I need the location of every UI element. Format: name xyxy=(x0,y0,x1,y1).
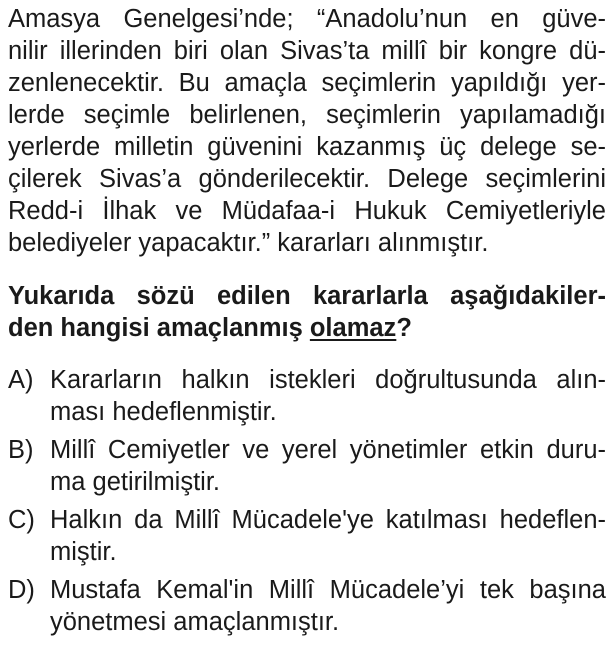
option-text-line: ması hedeflenmiştir. xyxy=(50,398,277,426)
passage-line: belediyeler yapacaktır.” kararları alınmıştır. xyxy=(8,229,489,257)
option-text-line: Mustafa Kemal'in Millî Mücadele’yi tek başına xyxy=(50,576,606,604)
question-text: den hangisi amaçlanmış xyxy=(8,314,310,342)
option-text-line: miştir. xyxy=(50,538,117,566)
option-text-line: ma getirilmiştir. xyxy=(50,468,221,496)
option-letter: A) xyxy=(8,366,34,394)
passage-line: çilerek Sivas’a gönderilecektir. Delege seçimlerini xyxy=(8,165,606,193)
option-text-line: yönetmesi amaçlanmıştır. xyxy=(50,608,340,636)
question-mark: ? xyxy=(396,314,412,342)
option-text-line: Halkın da Millî Mücadele'ye katılması hedeflen- xyxy=(50,506,606,534)
option-letter: B) xyxy=(8,436,34,464)
option-letter: D) xyxy=(8,576,35,604)
question-emphasis: olamaz xyxy=(309,314,397,342)
passage-line: zenlenecektir. Bu amaçla seçimlerin yapıldığı yer- xyxy=(8,69,606,97)
passage-line: Amasya Genelgesi’nde; “Anadolu’nun en güve- xyxy=(8,5,606,33)
question-line xyxy=(8,312,606,344)
option-text-line: Millî Cemiyetler ve yerel yönetimler etkin duru- xyxy=(50,436,606,464)
passage-line: yerlerde milletin güvenini kazanmış üç delege se- xyxy=(8,133,606,161)
option-text-line: Kararların halkın istekleri doğrultusunda alın- xyxy=(50,366,606,394)
passage-line: nilir illerinden biri olan Sivas’ta millî bir kongre dü- xyxy=(8,37,606,65)
passage-line: lerde seçimle belirlenen, seçimlerin yapılamadığı xyxy=(8,101,606,129)
option-letter: C) xyxy=(8,506,35,534)
passage-line: Redd-i İlhak ve Müdafaa-i Hukuk Cemiyetleriyle xyxy=(8,197,606,225)
question-line: Yukarıda sözü edilen kararlarla aşağıdakiler- xyxy=(8,282,606,310)
